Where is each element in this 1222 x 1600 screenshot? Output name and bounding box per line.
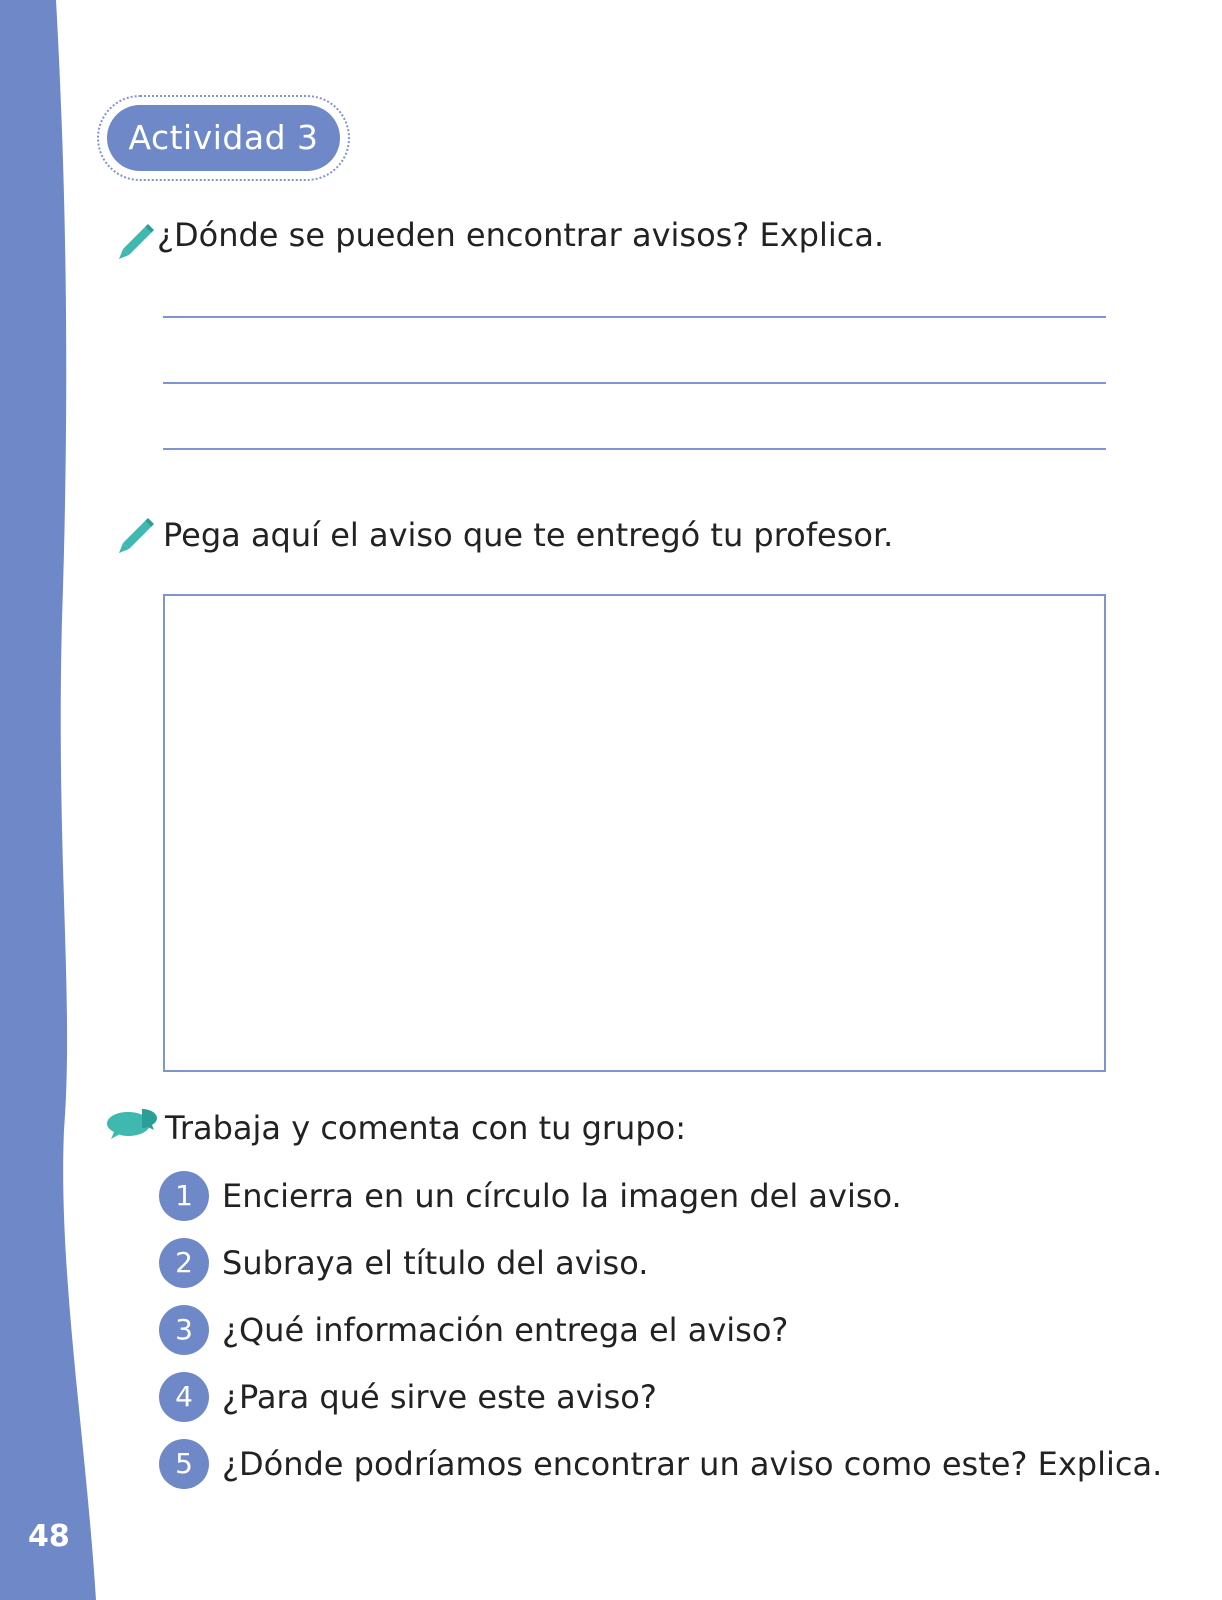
item-number-badge: 4 — [159, 1372, 209, 1422]
item-number-badge: 1 — [159, 1171, 209, 1221]
question-1: ¿Dónde se pueden encontrar avisos? Explica. — [157, 216, 885, 254]
item-number-badge: 5 — [159, 1439, 209, 1489]
task-item-text: Subraya el título del aviso. — [222, 1244, 649, 1282]
task-item-text: ¿Dónde podríamos encontrar un aviso como este? Explica. — [222, 1445, 1163, 1483]
activity-label: Actividad 3 — [107, 105, 340, 171]
speech-bubbles-icon — [106, 1108, 158, 1144]
item-number-badge: 2 — [159, 1238, 209, 1288]
page-number: 48 — [28, 1519, 70, 1554]
answer-line-3[interactable] — [163, 448, 1106, 450]
item-number-badge: 3 — [159, 1305, 209, 1355]
answer-line-1[interactable] — [163, 316, 1106, 318]
group-task-heading: Trabaja y comenta con tu grupo: — [165, 1109, 686, 1147]
side-band — [0, 0, 110, 1600]
answer-line-2[interactable] — [163, 382, 1106, 384]
task-item-text: Encierra en un círculo la imagen del aviso. — [222, 1177, 902, 1215]
question-2: Pega aquí el aviso que te entregó tu profesor. — [163, 516, 894, 554]
pencil-icon — [115, 219, 157, 261]
activity-badge — [97, 95, 350, 181]
paste-area[interactable] — [163, 594, 1106, 1072]
pencil-icon — [115, 513, 157, 555]
task-item-text: ¿Qué información entrega el aviso? — [222, 1311, 789, 1349]
task-item-text: ¿Para qué sirve este aviso? — [222, 1378, 657, 1416]
